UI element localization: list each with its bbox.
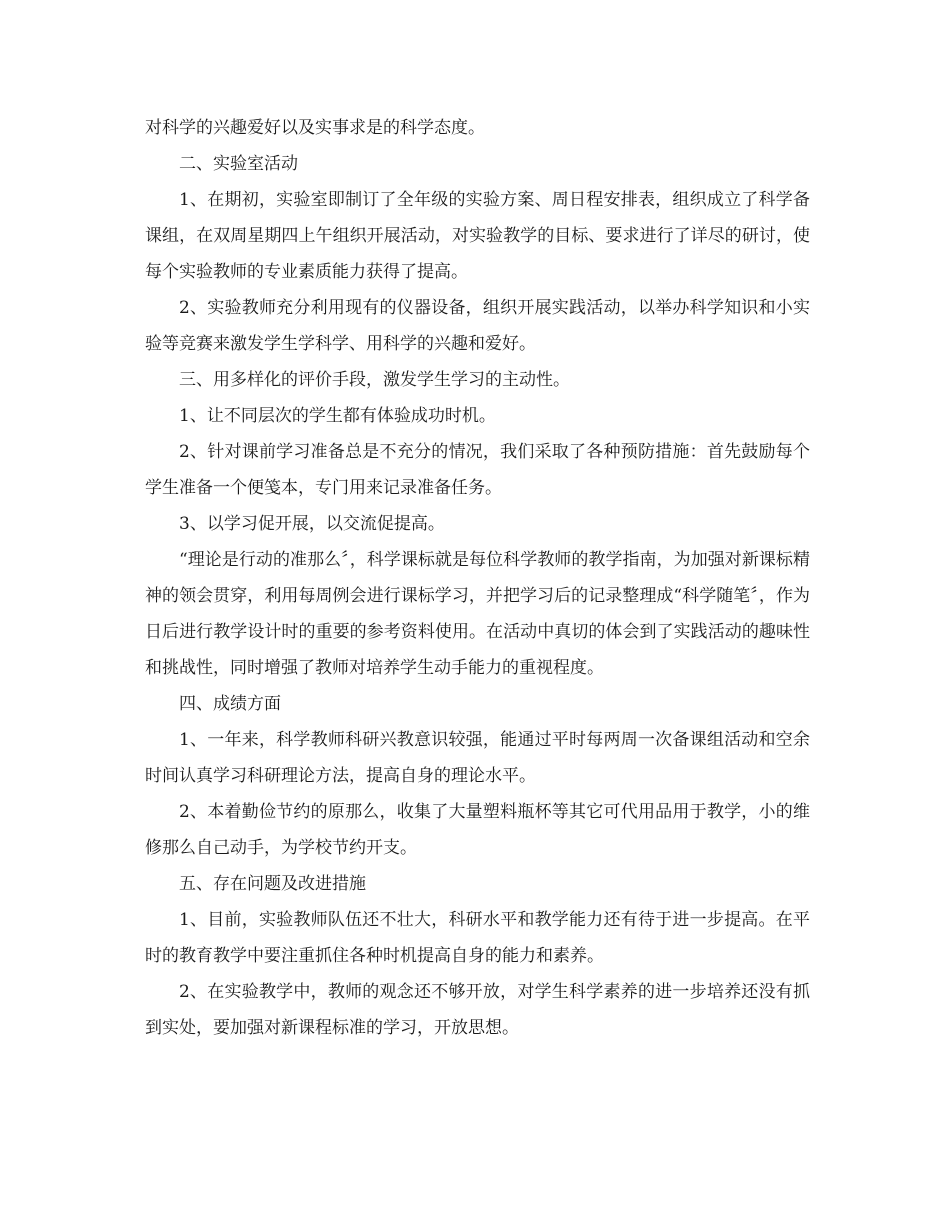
paragraph: 1、一年来，科学教师科研兴教意识较强，能通过平时每两周一次备课组活动和空余时间认真学习科研理论方法，提高自身的理论水平。 (145, 730, 810, 786)
section-heading-evaluation: 三、用多样化的评价手段，激发学生学习的主动性。 (179, 370, 570, 390)
paragraph: “理论是行动的准那么〞，科学课标就是每位科学教师的教学指南，为加强对新课标精神的领会贯穿，利用每周例会进行课标学习，并把学习后的记录整理成“科学随笔〞，作为日后进行教学设计时的重要的参考资料使用。在活动中真切的体会到了实践活动的趣味性和挑战性，同时增强了教师对培养学生动手能力的重视程度。 (145, 550, 810, 678)
paragraph: 2、针对课前学习准备总是不充分的情况，我们采取了各种预防措施：首先鼓励每个学生准备一个便笺本，专门用来记录准备任务。 (145, 442, 810, 498)
paragraph-continuation: 对科学的兴趣爱好以及实事求是的科学态度。 (145, 118, 485, 138)
section-heading-achievements: 四、成绩方面 (179, 694, 281, 714)
paragraph: 2、在实验教学中，教师的观念还不够开放，对学生科学素养的进一步培养还没有抓到实处，要加强对新课程标准的学习，开放思想。 (145, 982, 810, 1038)
section-heading-problems: 五、存在问题及改进措施 (179, 874, 366, 894)
paragraph: 1、让不同层次的学生都有体验成功时机。 (179, 406, 496, 426)
paragraph: 2、本着勤俭节约的原那么，收集了大量塑料瓶杯等其它可代用品用于教学，小的维修那么自己动手，为学校节约开支。 (145, 802, 810, 858)
paragraph: 3、以学习促开展，以交流促提高。 (179, 514, 445, 534)
paragraph: 2、实验教师充分利用现有的仪器设备，组织开展实践活动，以举办科学知识和小实验等竞赛来激发学生学科学、用科学的兴趣和爱好。 (145, 298, 810, 354)
paragraph: 1、在期初，实验室即制订了全年级的实验方案、周日程安排表，组织成立了科学备课组，在双周星期四上午组织开展活动，对实验教学的目标、要求进行了详尽的研讨，使每个实验教师的专业素质能力获得了提高。 (145, 190, 810, 282)
section-heading-lab-activities: 二、实验室活动 (179, 154, 298, 174)
paragraph: 1、目前，实验教师队伍还不壮大，科研水平和教学能力还有待于进一步提高。在平时的教育教学中要注重抓住各种时机提高自身的能力和素养。 (145, 910, 810, 966)
document-body (145, 110, 810, 1046)
